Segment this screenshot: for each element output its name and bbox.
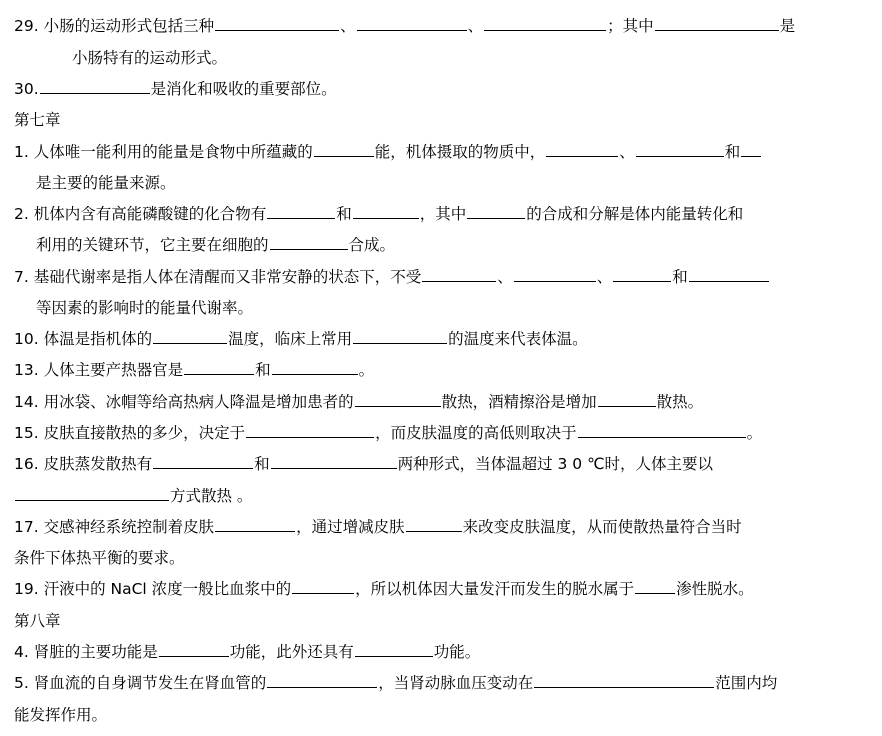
fill-in-blank[interactable] [689, 262, 769, 282]
fill-in-blank[interactable] [215, 512, 295, 532]
c7-q17-line [14, 512, 742, 542]
c7-q10-line [14, 324, 588, 354]
text-segment: 5. 肾血流的自身调节发生在肾血管的 [14, 674, 267, 692]
text-segment: 和 [724, 143, 741, 161]
text-segment: 第八章 [14, 612, 61, 630]
text-segment: 范围内均 [715, 674, 778, 692]
text-segment: 13. 人体主要产热器官是 [14, 361, 184, 379]
fill-in-blank[interactable] [215, 11, 339, 31]
text-segment: 。 [358, 361, 375, 379]
c8-q5-cont [14, 700, 107, 730]
c7-q16-cont [14, 481, 252, 511]
text-segment: ，其中 [419, 205, 467, 223]
fill-in-blank[interactable] [355, 387, 441, 407]
fill-in-blank[interactable] [246, 418, 374, 438]
fill-in-blank[interactable] [153, 324, 227, 344]
text-segment: 能，机体摄取的物质中， [374, 143, 546, 161]
fill-in-blank[interactable] [270, 230, 348, 250]
text-segment: 条件下体热平衡的要求。 [14, 549, 185, 567]
text-segment: ，当肾动脉血压变动在 [378, 674, 534, 692]
chapter-8-heading [14, 606, 61, 636]
q29-cont [72, 43, 227, 73]
fill-in-blank[interactable] [314, 137, 374, 157]
fill-in-blank[interactable] [292, 574, 354, 594]
text-segment: 7. 基础代谢率是指人体在清醒而又非常安静的状态下，不受 [14, 268, 422, 286]
text-segment: 17. 交感神经系统控制着皮肤 [14, 518, 215, 536]
text-segment: 是消化和吸收的重要部位。 [150, 80, 337, 98]
text-segment: 能发挥作用。 [14, 706, 108, 724]
fill-in-blank[interactable] [15, 481, 169, 501]
text-segment: 小肠特有的运动形式。 [72, 49, 228, 67]
fill-in-blank[interactable] [184, 355, 254, 375]
text-segment: 、 [467, 17, 484, 35]
text-segment: ，通过增减皮肤 [296, 518, 405, 536]
text-segment: 和 [672, 268, 688, 286]
c7-q1-line [14, 137, 762, 167]
c7-q17-cont [14, 543, 185, 573]
q29-line [14, 11, 795, 41]
fill-in-blank[interactable] [272, 355, 358, 375]
chapter-7-heading [14, 105, 61, 135]
fill-in-blank[interactable] [546, 137, 618, 157]
fill-in-blank[interactable] [636, 137, 724, 157]
fill-in-blank[interactable] [422, 262, 496, 282]
text-segment: 散热，酒精擦浴是增加 [441, 393, 597, 411]
fill-in-blank[interactable] [153, 449, 253, 469]
fill-in-blank[interactable] [514, 262, 596, 282]
text-segment: 、 [497, 268, 513, 286]
text-segment: 功能，此外还具有 [229, 643, 354, 661]
c7-q19-line [14, 574, 754, 604]
q30-line [14, 74, 337, 104]
text-segment: 。 [746, 424, 763, 442]
text-segment: 第七章 [14, 111, 61, 129]
fill-in-blank[interactable] [598, 387, 656, 407]
c7-q2-line [14, 199, 743, 229]
fill-in-blank[interactable] [353, 199, 419, 219]
fill-in-blank[interactable] [635, 574, 675, 594]
c8-q4-line [14, 637, 480, 667]
fill-in-blank[interactable] [357, 11, 467, 31]
fill-in-blank[interactable] [534, 668, 714, 688]
text-segment: 4. 肾脏的主要功能是 [14, 643, 158, 661]
c7-q7-line [14, 262, 770, 292]
fill-in-blank[interactable] [267, 199, 335, 219]
text-segment: 和 [255, 361, 271, 379]
text-segment: 渗性脱水。 [676, 580, 754, 598]
text-segment: 2. 机体内含有高能磷酸键的化合物有 [14, 205, 267, 223]
text-segment: 方式散热 。 [170, 487, 253, 505]
fill-in-blank[interactable] [406, 512, 462, 532]
text-segment: 30. [14, 80, 39, 98]
text-segment: 、 [596, 268, 613, 286]
text-segment: 散热。 [656, 393, 704, 411]
text-segment: 两种形式，当体温超过 3 0 ℃时，人体主要以 [397, 455, 714, 473]
text-segment: 、 [619, 143, 635, 161]
text-segment: 、 [340, 17, 356, 35]
fill-in-blank[interactable] [40, 74, 150, 94]
fill-in-blank[interactable] [655, 11, 779, 31]
fill-in-blank[interactable] [353, 324, 447, 344]
fill-in-blank[interactable] [484, 11, 606, 31]
text-segment: 的温度来代表体温。 [448, 330, 588, 348]
fill-in-blank[interactable] [578, 418, 746, 438]
text-segment: 15. 皮肤直接散热的多少，决定于 [14, 424, 246, 442]
fill-in-blank[interactable] [741, 137, 761, 157]
text-segment: 10. 体温是指机体的 [14, 330, 153, 348]
text-segment: 19. 汗液中的 NaCl 浓度一般比血浆中的 [14, 580, 292, 598]
fill-in-blank[interactable] [613, 262, 671, 282]
text-segment: 温度，临床上常用 [228, 330, 353, 348]
fill-in-blank[interactable] [267, 668, 377, 688]
text-segment: 合成。 [348, 236, 396, 254]
text-segment: 16. 皮肤蒸发散热有 [14, 455, 153, 473]
c7-q7-cont [36, 293, 253, 323]
fill-in-blank[interactable] [355, 637, 433, 657]
text-segment: 和 [336, 205, 352, 223]
text-segment: 的合成和分解是体内能量转化和 [526, 205, 744, 223]
c7-q13-line [14, 355, 374, 385]
text-segment: 和 [254, 455, 270, 473]
text-segment: 1. 人体唯一能利用的能量是食物中所蕴藏的 [14, 143, 313, 161]
fill-in-blank[interactable] [271, 449, 397, 469]
c7-q14-line [14, 387, 703, 417]
text-segment: 14. 用冰袋、冰帽等给高热病人降温是增加患者的 [14, 393, 354, 411]
text-segment: 来改变皮肤温度，从而使散热量符合当时 [462, 518, 742, 536]
text-segment: ；其中 [607, 17, 654, 35]
c7-q1-cont [36, 168, 176, 198]
text-segment: 功能。 [433, 643, 481, 661]
text-segment: ，所以机体因大量发汗而发生的脱水属于 [355, 580, 635, 598]
c7-q16-line [14, 449, 713, 479]
text-segment: 等因素的影响时的能量代谢率。 [36, 299, 254, 317]
text-segment: 利用的关键环节，它主要在细胞的 [36, 236, 269, 254]
c8-q5-line [14, 668, 777, 698]
text-segment: 29. 小肠的运动形式包括三种 [14, 17, 215, 35]
fill-in-blank[interactable] [467, 199, 525, 219]
fill-in-blank[interactable] [159, 637, 229, 657]
c7-q15-line [14, 418, 762, 448]
text-segment: 是 [779, 17, 796, 35]
text-segment: ，而皮肤温度的高低则取决于 [375, 424, 577, 442]
text-segment: 是主要的能量来源。 [36, 174, 176, 192]
c7-q2-cont [36, 230, 395, 260]
